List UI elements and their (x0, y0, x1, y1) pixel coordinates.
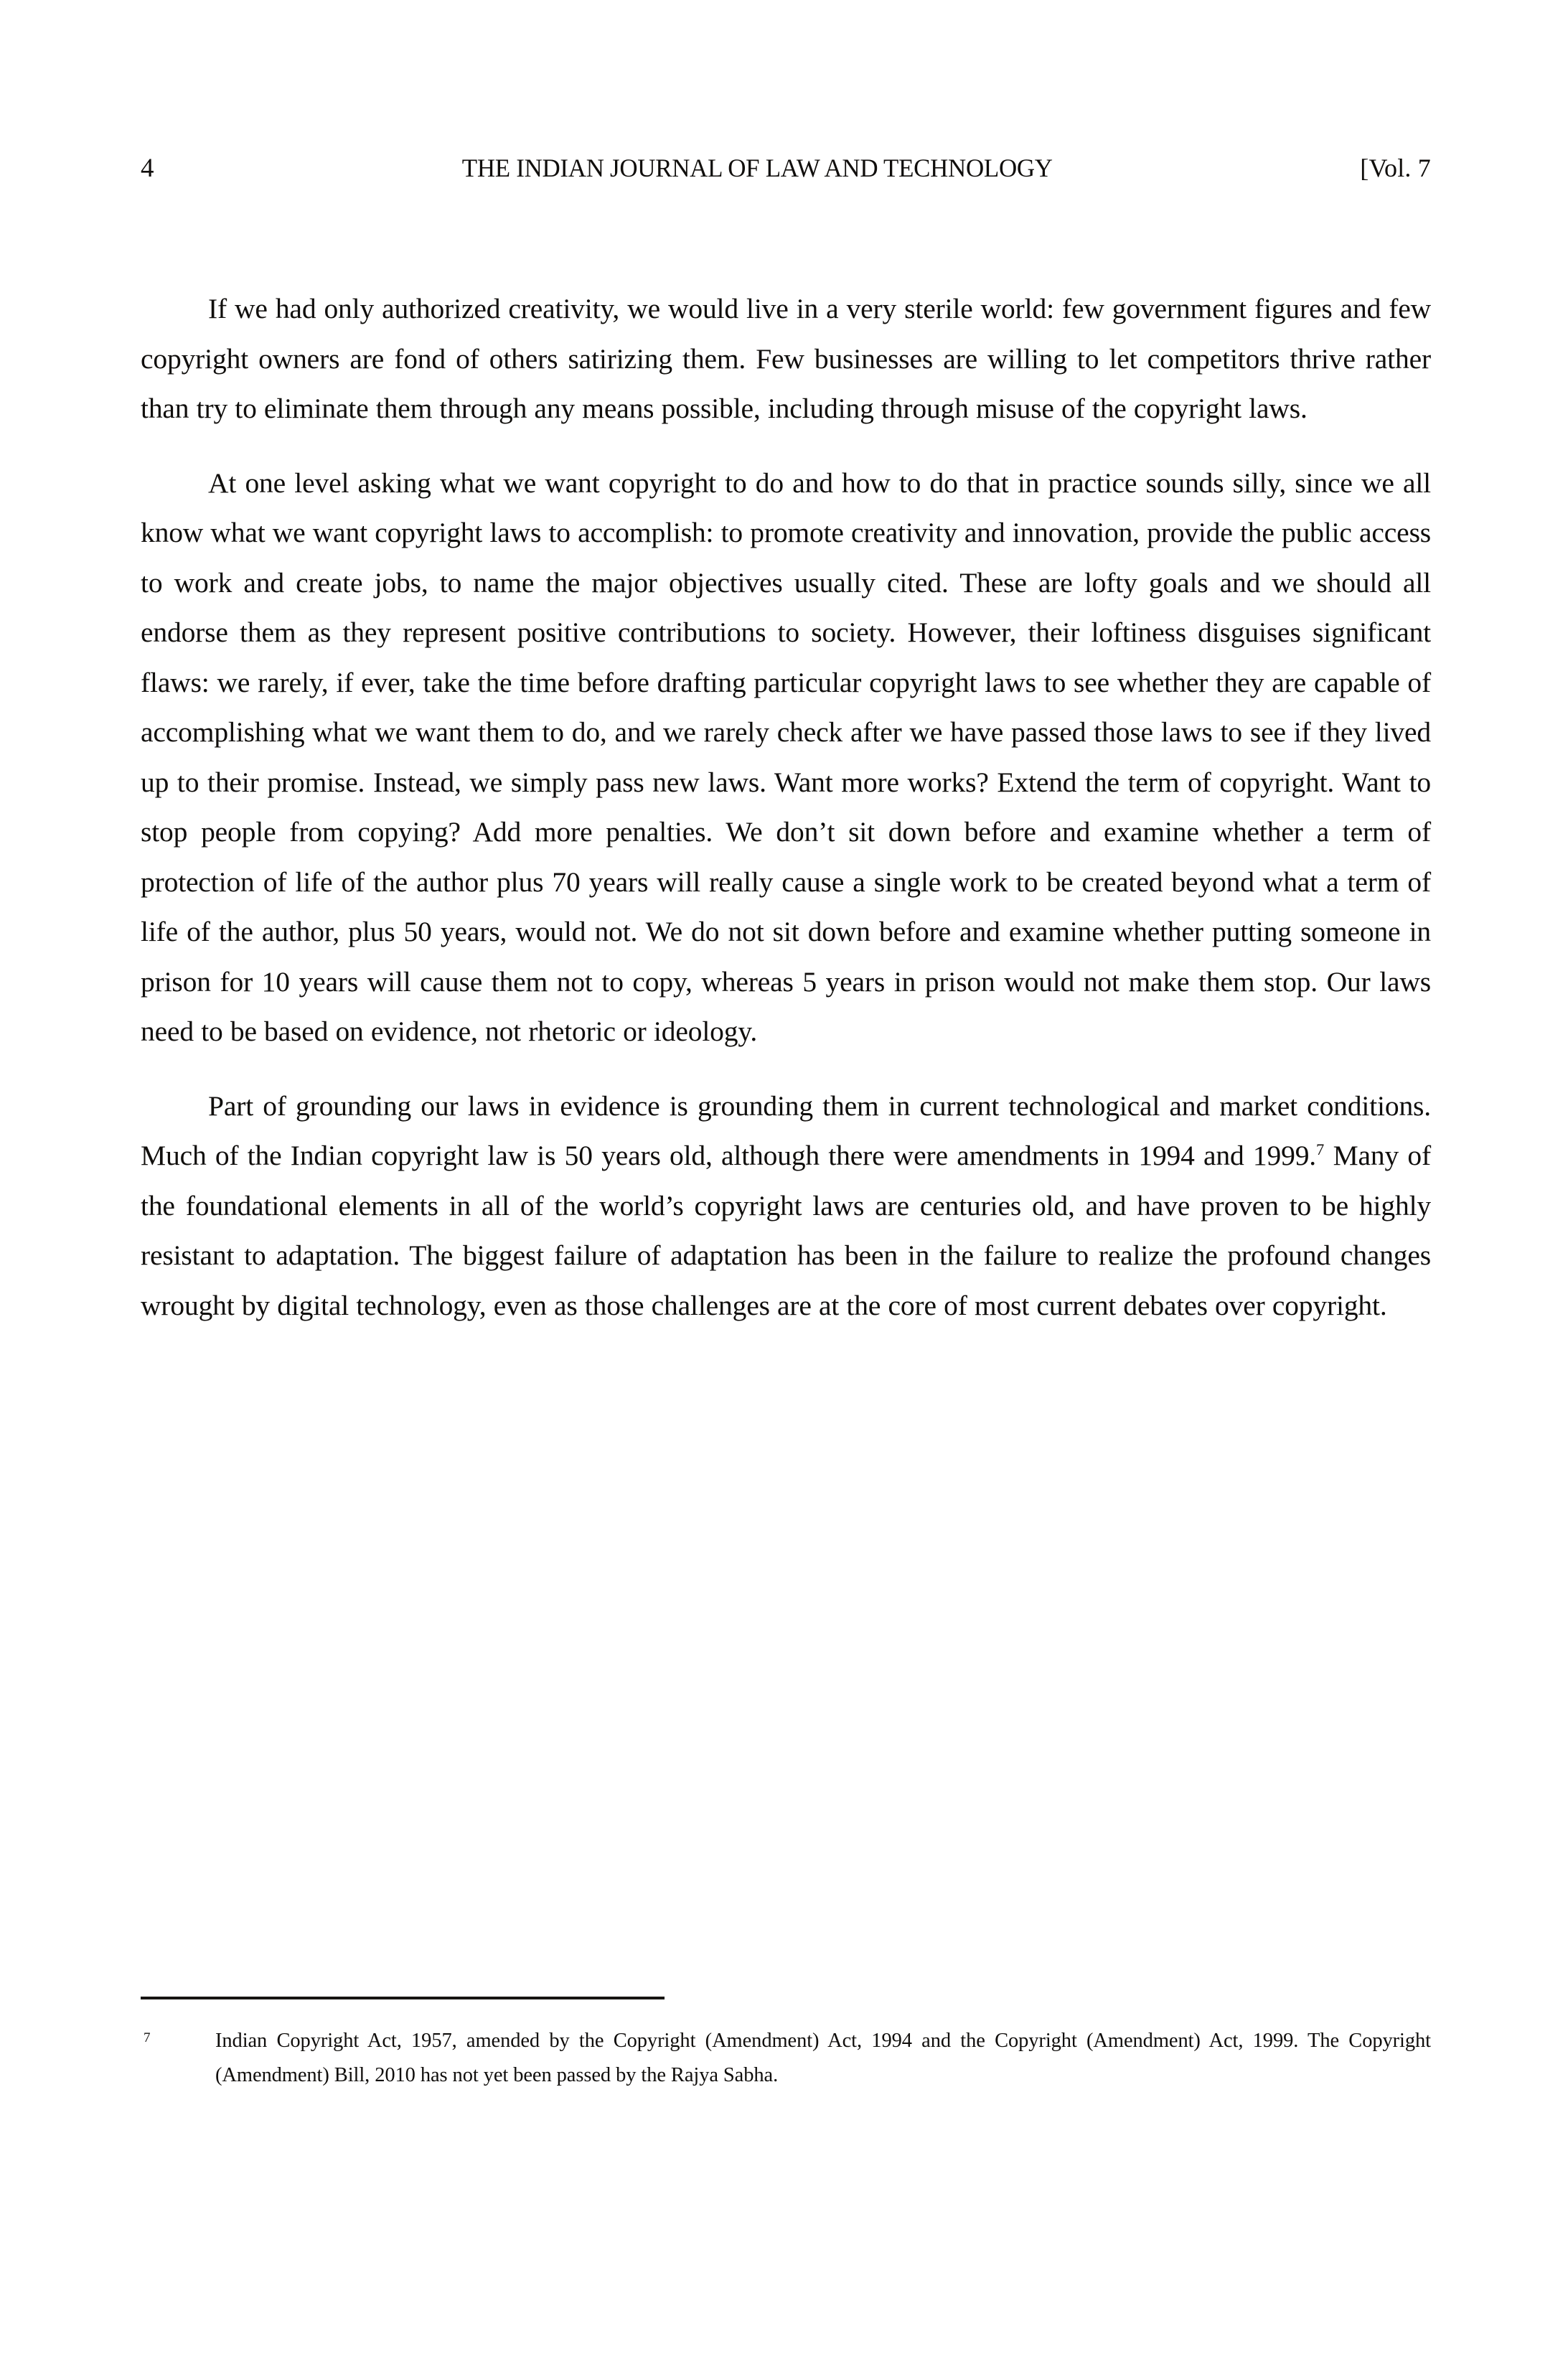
footnote-area (141, 1997, 1431, 2093)
footnote-text: Indian Copyright Act, 1957, amended by the Copyright (Amendment) Act, 1994 and the Copyright (Amendment) Act, 1999. The Copyright (Amendment) Bill, 2010 has not yet been passed by the Rajya Sabha. (215, 2030, 1431, 2086)
body-text-block (141, 284, 1431, 1331)
running-head (141, 153, 1435, 184)
paragraph-3-text-after-footnote-ref: Many of the foundational elements in all of the world’s copyright laws are centuries old, and have proven to be highly resistant to adaptation. The biggest failure of adaptation has been in the failure to realize the profound changes wrought by digital technology, even as those challenges are at the core of most current debates over copyright. (141, 1140, 1432, 1321)
paragraph-1: If we had only authorized creativity, we would live in a very sterile world: few government figures and few copyright owners are fond of others satirizing them. Few businesses are willing to let competitors thrive rather than try to eliminate them through any means possible, including through misuse of the copyright laws. (141, 293, 1431, 424)
footnote-marker: 7 (144, 2030, 151, 2045)
page-number: 4 (141, 154, 154, 183)
paragraph-3 (141, 1082, 1431, 1331)
footnote-item (141, 2024, 1431, 2093)
paragraph-2: At one level asking what we want copyright to do and how to do that in practice sounds silly, since we all know what we want copyright laws to accomplish: to promote creativity and innovation, provide the public access to work and create jobs, to name the major objectives usually cited. These are lofty goals and we should all endorse them as they represent positive contributions to society. However, their loftiness disguises significant flaws: we rarely, if ever, take the time before drafting particular copyright laws to see whether they are capable of accomplishing what we want them to do, and we rarely check after we have passed those laws to see if they lived up to their promise. Instead, we simply pass new laws. Want more works? Extend the term of copyright. Want to stop people from copying? Add more penalties. We don’t sit down before and examine whether a term of protection of life of the author plus 70 years will really cause a single work to be created beyond what a term of life of the author, plus 50 years, would not. We do not sit down before and examine whether putting someone in prison for 10 years will cause them not to copy, whereas 5 years in prison would not make them stop. Our laws need to be based on evidence, not rhetoric or ideology. (141, 466, 1432, 1047)
footnote-reference-marker[interactable]: 7 (1316, 1140, 1325, 1158)
journal-title: THE INDIAN JOURNAL OF LAW AND TECHNOLOGY (461, 154, 1053, 182)
footnote-separator-rule (141, 1997, 665, 1999)
volume-label: [Vol. 7 (1360, 154, 1431, 182)
paragraph-3-text-before-footnote-ref: Part of grounding our laws in evidence is grounding them in current technological and market conditions. Much of the Indian copyright law is 50 years old, although there were amendments in 1994 and 1999. (141, 1089, 1431, 1171)
